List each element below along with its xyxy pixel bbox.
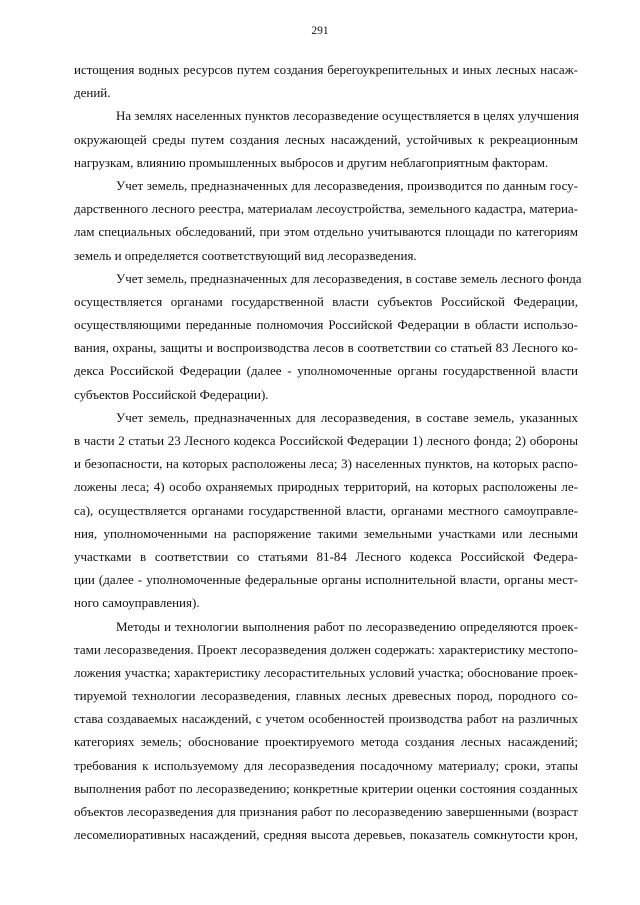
text-line: Методы и технологии выполнения работ по лесоразведению определяются проек-	[116, 618, 578, 634]
text-line: осуществляется органами государственной власти субъектов Российской Федерации,	[74, 293, 578, 309]
text-line: участками в соответствии со статьями 81-84 Лесного кодекса Российской Федера-	[74, 548, 578, 564]
text-line: тируемой технологии лесоразведения, главных лесных древесных пород, породного со-	[74, 688, 578, 704]
paragraph	[74, 267, 582, 406]
text-line: объектов лесоразведения для признания работ по лесоразведению завершенными (возраст	[74, 804, 578, 819]
text-line: Учет земель, предназначенных для лесоразведения, производится по данным госу-	[116, 177, 578, 193]
text-line: ния, уполномоченными на распоряжение такими земельными участками или лесными	[74, 525, 578, 541]
paragraph	[74, 58, 578, 104]
text-line: земель и определяется соответствующий вид лесоразведения.	[74, 247, 417, 263]
text-line: лам специальных обследований, при этом отдельно учитываются площади по категориям	[74, 224, 578, 240]
text-line: дений.	[74, 85, 111, 101]
text-line: тами лесоразведения. Проект лесоразведения должен содержать: характеристику местопо-	[74, 641, 578, 657]
paragraph	[74, 104, 578, 174]
text-line: ного самоуправления).	[74, 595, 200, 611]
text-line: окружающей среды путем создания лесных насаждений, устойчивых к рекреационным	[74, 131, 578, 147]
text-line: истощения водных ресурсов путем создания берегоукрепительных и иных лесных насаж-	[74, 62, 578, 77]
text-line: нагрузкам, влиянию промышленных выбросов и другим неблагоприятным факторам.	[74, 154, 549, 170]
text-line: На землях населенных пунктов лесоразведение осуществляется в целях улучшения	[116, 108, 580, 124]
text-line: субъектов Российской Федерации).	[74, 386, 269, 402]
text-line: ции (далее - уполномоченные федеральные органы исполнительной власти, органы мест-	[74, 572, 578, 588]
text-line: вания, охраны, защиты и воспроизводства лесов в соответствии со статьей 83 Лесного ко-	[74, 340, 578, 356]
page-number: 291	[311, 25, 329, 37]
text-line: лесомелиоративных насаждений, средняя высота деревьев, показатель сомкнутости крон,	[74, 827, 578, 843]
text-line: и безопасности, на которых расположены леса; 3) населенных пунктов, на которых распо-	[74, 456, 578, 472]
paragraph	[74, 406, 578, 615]
paragraph	[74, 174, 578, 267]
body-text	[74, 58, 582, 846]
text-line: требования к используемому для лесоразведения посадочному материалу; сроки, этапы	[74, 757, 578, 773]
text-line: Учет земель, предназначенных для лесоразведения, в составе земель лесного фонда	[116, 270, 582, 286]
paragraph	[74, 615, 578, 847]
text-line: ложены леса; 4) особо охраняемых природных территорий, на которых расположены ле-	[74, 479, 578, 495]
text-line: става создаваемых насаждений, с учетом особенностей производства работ на различных	[74, 711, 578, 727]
text-line: са), осуществляется органами государственной власти, органами местного самоуправле-	[74, 502, 578, 518]
text-line: ложения участка; характеристику лесорастительных условий участка; обоснование проек-	[74, 664, 578, 680]
text-line: декса Российской Федерации (далее - уполномоченные органы государственной власти	[74, 363, 578, 379]
text-line: выполнения работ по лесоразведению; конкретные критерии оценки состояния созданных	[74, 780, 578, 796]
text-line: Учет земель, предназначенных для лесоразведения, в составе земель, указанных	[116, 409, 578, 425]
text-line: осуществляющими переданные полномочия Российской Федерации в области использо-	[74, 317, 578, 333]
text-line: в части 2 статьи 23 Лесного кодекса Российской Федерации 1) лесного фонда; 2) обороны	[74, 433, 578, 448]
text-line: категориях земель; обоснование проектируемого метода создания лесных насаждений;	[74, 734, 578, 750]
text-line: дарственного лесного реестра, материалам лесоустройства, земельного кадастра, материа-	[74, 201, 578, 217]
